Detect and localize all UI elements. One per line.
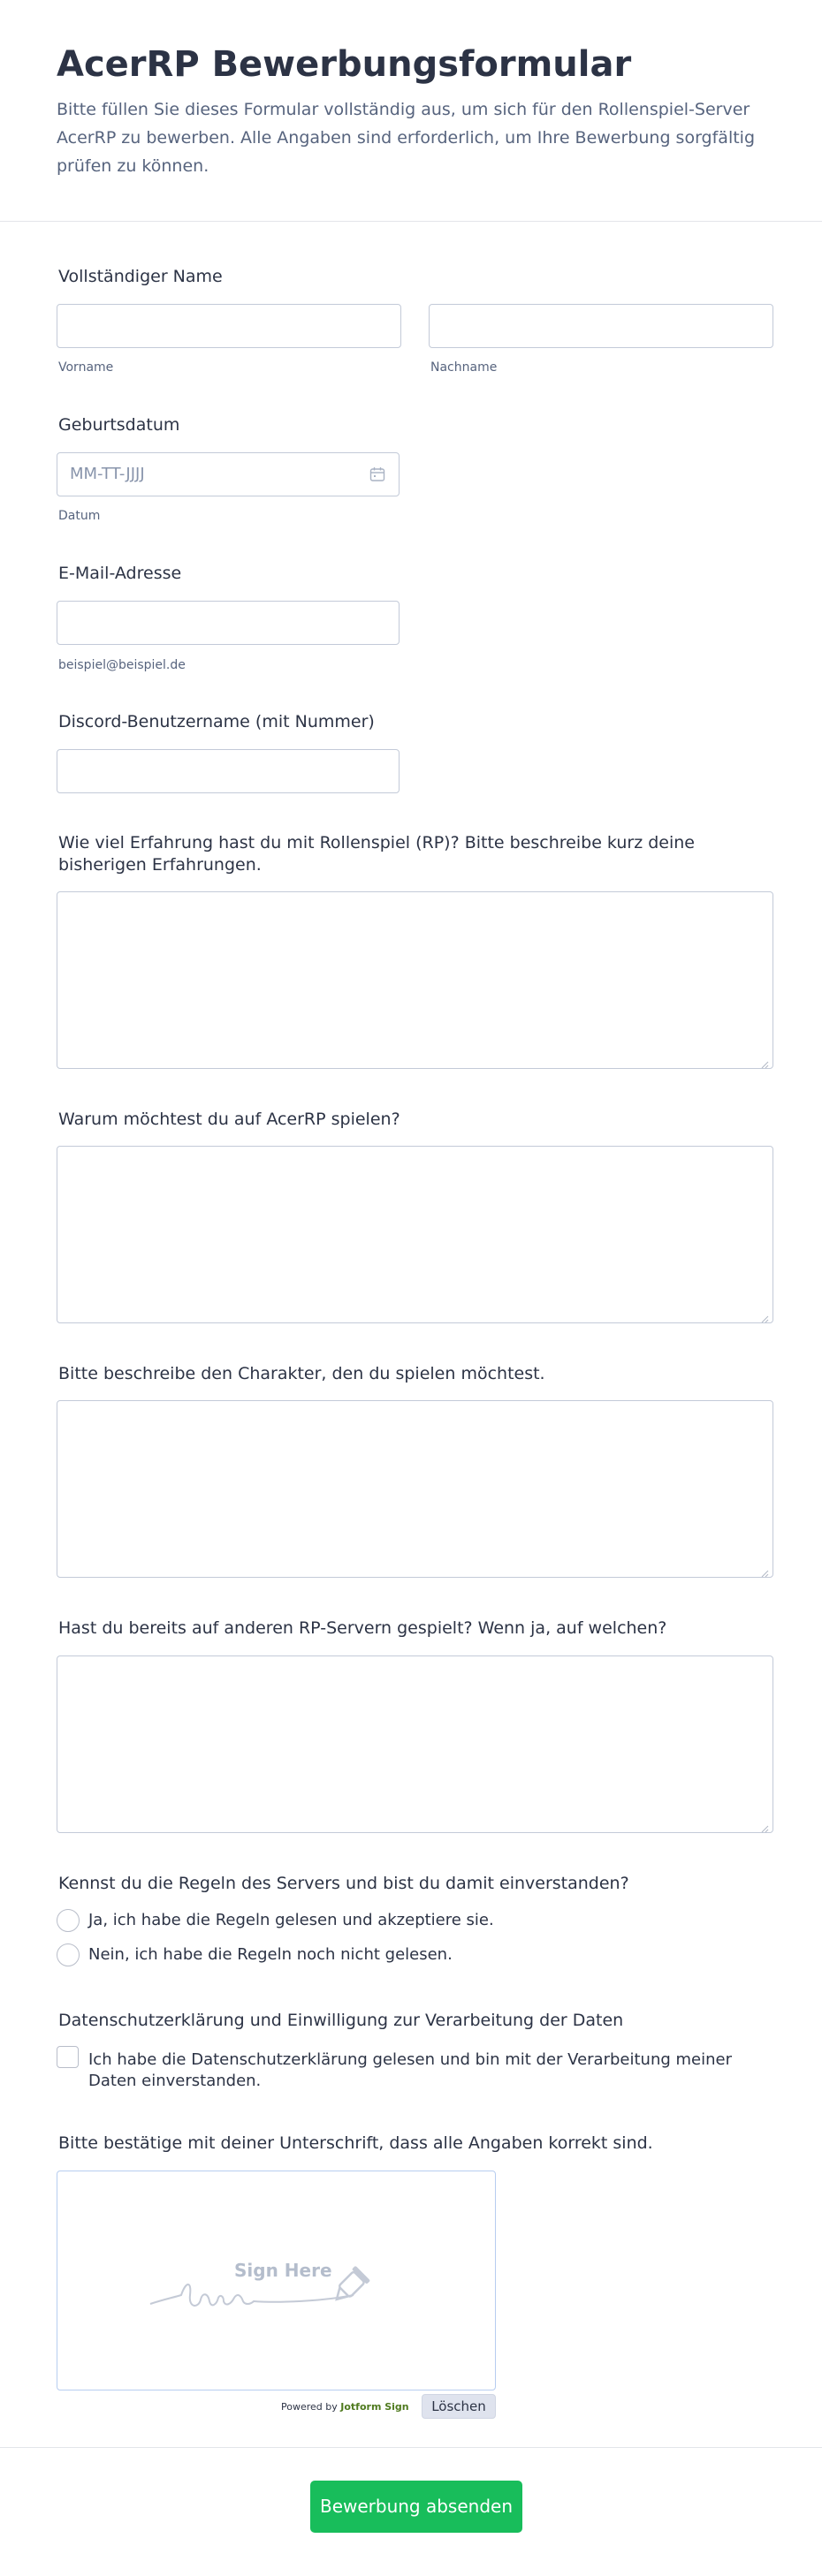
signature-pad[interactable] <box>57 2171 496 2390</box>
discord-input[interactable] <box>57 749 400 793</box>
last-name-sublabel: Nachname <box>430 360 498 375</box>
form-title: AcerRP Bewerbungsformular <box>57 44 632 85</box>
form-description: Bitte füllen Sie dieses Formular vollständig aus, um sich für den Rollenspiel-Server AcerRP zu bewerben. Alle Angaben sind erforderlich, um Ihre Bewerbung sorgfältig prüfen zu können. <box>57 100 756 176</box>
birthdate-sublabel: Datum <box>58 509 101 523</box>
discord-label: Discord-Benutzername (mit Nummer) <box>58 712 375 731</box>
privacy-checkbox-label[interactable]: Ich habe die Datenschutzerklärung gelesen und bin mit der Verarbeitung meiner Daten einverstanden. <box>88 2050 732 2090</box>
character-label: Bitte beschreibe den Charakter, den du spielen möchtest. <box>58 1364 545 1383</box>
email-sublabel: beispiel@beispiel.de <box>58 658 186 672</box>
email-label: E-Mail-Adresse <box>58 564 182 583</box>
rules-option-label[interactable]: Ja, ich habe die Regeln gelesen und akzeptiere sie. <box>88 1911 494 1929</box>
radio-button[interactable] <box>57 1909 80 1932</box>
powered-by-label: Powered by <box>281 2401 338 2413</box>
radio-button[interactable] <box>57 1943 80 1966</box>
email-input[interactable] <box>57 601 400 645</box>
rules-label: Kennst du die Regeln des Servers und bist du damit einverstanden? <box>58 1874 629 1893</box>
full-name-label: Vollständiger Name <box>58 267 223 286</box>
privacy-checkbox[interactable] <box>57 2046 79 2068</box>
experience-label: Wie viel Erfahrung hast du mit Rollenspiel (RP)? Bitte beschreibe kurz deine bisherigen Erfahrungen. <box>58 833 695 875</box>
why-textarea[interactable] <box>57 1146 773 1323</box>
resize-handle-icon[interactable] <box>760 1820 769 1829</box>
jotform-sign-brand: Jotform Sign <box>340 2401 409 2413</box>
form-header <box>0 0 822 222</box>
other-servers-label: Hast du bereits auf anderen RP-Servern gespielt? Wenn ja, auf welchen? <box>58 1618 667 1638</box>
calendar-icon[interactable] <box>369 466 386 483</box>
birthdate-label: Geburtsdatum <box>58 415 180 435</box>
privacy-label: Datenschutzerklärung und Einwilligung zur Verarbeitung der Daten <box>58 2011 624 2030</box>
signature-scribble-icon <box>146 2255 420 2317</box>
resize-handle-icon[interactable] <box>760 1056 769 1064</box>
footer-divider <box>0 2447 822 2448</box>
signature-placeholder: Sign Here <box>234 2260 332 2281</box>
powered-by-text <box>281 2401 409 2413</box>
resize-handle-icon[interactable] <box>760 1310 769 1319</box>
submit-button[interactable]: Bewerbung absenden <box>310 2481 522 2533</box>
why-label: Warum möchtest du auf AcerRP spielen? <box>58 1110 400 1129</box>
birthdate-placeholder: MM-TT-JJJJ <box>70 465 145 483</box>
first-name-input[interactable] <box>57 304 401 348</box>
signature-label: Bitte bestätige mit deiner Unterschrift, dass alle Angaben korrekt sind. <box>58 2133 653 2153</box>
experience-textarea[interactable] <box>57 891 773 1069</box>
clear-signature-button[interactable]: Löschen <box>422 2394 496 2419</box>
last-name-input[interactable] <box>429 304 773 348</box>
birthdate-input[interactable] <box>57 452 400 496</box>
first-name-sublabel: Vorname <box>58 360 114 375</box>
character-textarea[interactable] <box>57 1400 773 1578</box>
rules-option-label[interactable]: Nein, ich habe die Regeln noch nicht gelesen. <box>88 1945 453 1964</box>
other-servers-textarea[interactable] <box>57 1655 773 1833</box>
resize-handle-icon[interactable] <box>760 1565 769 1573</box>
